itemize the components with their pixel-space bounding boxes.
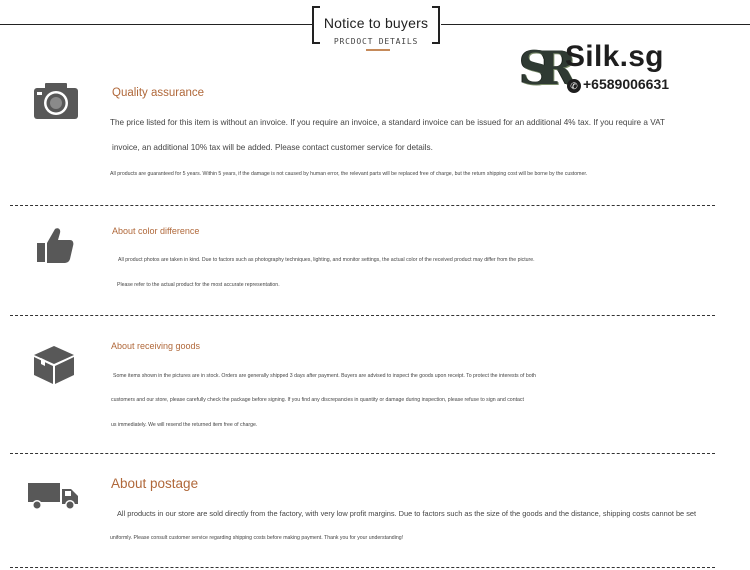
- logo-name: Silk.sg: [565, 40, 664, 73]
- camera-icon: [33, 82, 79, 120]
- section-title-color: About color difference: [112, 226, 200, 236]
- receiving-text-line-1: Some items shown in the pictures are in stock. Orders are generally shipped 3 days after payment. Buyers are advised to inspect the goods upon receipt. To protect the interests of both: [113, 373, 536, 379]
- watermark-logo: [519, 40, 670, 98]
- thumbs-up-icon: [36, 226, 74, 264]
- quality-text-line-2: invoice, an additional 10% tax will be added. Please contact customer service for details.: [112, 143, 433, 152]
- section-title-quality: Quality assurance: [112, 87, 205, 99]
- postage-text-line-1: All products in our store are sold directly from the factory, with very low profit margins. Due to factors such as the size of the goods and the distance, shipping costs cannot be set: [117, 509, 697, 518]
- section-title-receiving: About receiving goods: [111, 341, 201, 351]
- section-divider: [10, 315, 715, 316]
- section-title-postage: About postage: [111, 476, 199, 491]
- section-divider: [10, 453, 715, 454]
- header-accent-bar: [366, 49, 390, 51]
- postage-text-line-2: uniformly. Please consult customer service regarding shipping costs before making payment. Thank you for your understanding!: [110, 535, 404, 541]
- color-text-line-2: Please refer to the actual product for the most accurate representation.: [117, 282, 280, 288]
- section-divider: [10, 205, 715, 206]
- receiving-text-line-3: us immediately. We will resend the returned item free of charge.: [111, 422, 258, 428]
- quality-text-line-3: All products are guaranteed for 5 years. Within 5 years, if the damage is not caused by human error, the relevant parts will be replaced free of charge, but the return shipping cost will be borne by the customer.: [110, 171, 588, 177]
- receiving-text-line-2: customers and our store, please carefully check the package before signing. If you find any discrepancies in quantity or damage during inspection, please refuse to sign and contact: [111, 397, 524, 403]
- section-divider: [10, 567, 715, 568]
- whatsapp-icon: ✆: [567, 79, 581, 93]
- quality-text-line-1: The price listed for this item is without an invoice. If you require an invoice, a standard invoice can be issued for an additional 4% tax. If you require a VAT: [110, 118, 665, 127]
- header-rule-right: [441, 24, 750, 25]
- truck-icon: [27, 481, 79, 511]
- color-text-line-1: All product photos are taken in kind. Due to factors such as photography techniques, lighting, and monitor settings, the actual color of the received product may differ from the picture.: [118, 257, 535, 263]
- header-title-box: [312, 6, 440, 44]
- box-icon: [33, 345, 75, 385]
- logo-monogram: SR: [519, 41, 563, 95]
- header-rule-left: [0, 24, 312, 25]
- logo-phone: +6589006631: [583, 76, 670, 92]
- page-subtitle: PRCDOCT DETAILS: [333, 37, 419, 46]
- page-title: Notice to buyers: [323, 15, 429, 31]
